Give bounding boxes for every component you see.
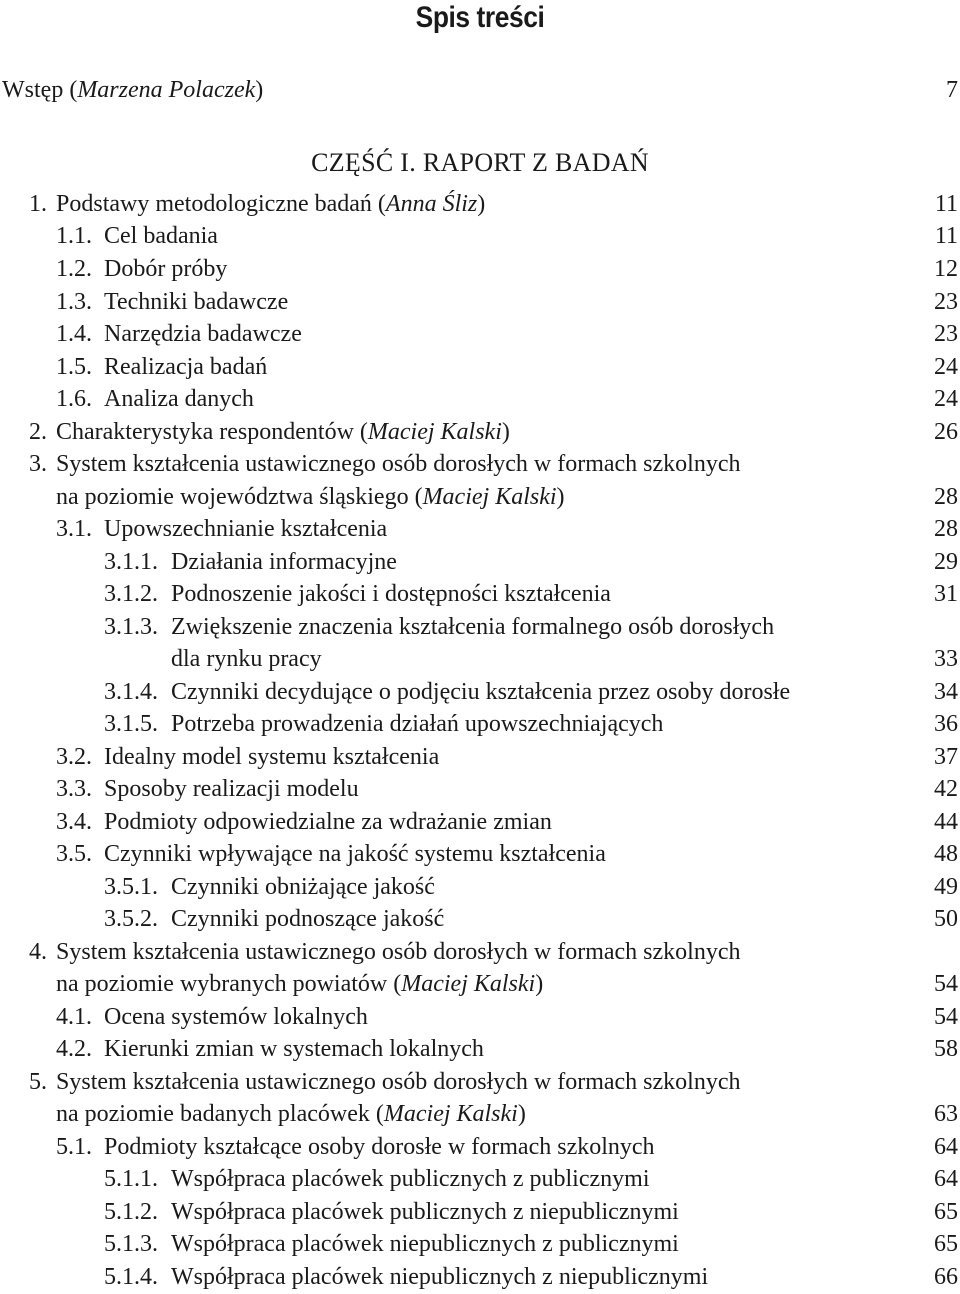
entry-page: 31	[934, 581, 958, 607]
toc-entry	[0, 481, 958, 513]
entry-page: 28	[934, 516, 958, 542]
part-heading: CZĘŚĆ I. RAPORT Z BADAŃ	[311, 148, 649, 177]
entry-title: dla rynku pracy	[171, 646, 322, 672]
entry-title: Współpraca placówek niepublicznych z publicznymi	[171, 1231, 679, 1257]
entry-title: Podnoszenie jakości i dostępności kształcenia	[171, 581, 611, 607]
toc-entry	[0, 871, 958, 903]
entry-page: 65	[934, 1231, 958, 1257]
entry-page: 65	[934, 1199, 958, 1225]
toc-entry	[0, 220, 958, 252]
toc-entry	[0, 1033, 958, 1065]
entry-number: 5.1.4.	[104, 1264, 158, 1290]
entry-author: Maciej Kalski	[383, 1101, 518, 1127]
toc-entry	[0, 318, 958, 350]
entry-title: na poziomie badanych placówek (Maciej Kalski)	[56, 1101, 526, 1127]
entry-page: 11	[934, 191, 958, 217]
entry-title: Wstęp (	[2, 77, 78, 103]
entry-number: 3.1.2.	[104, 581, 158, 607]
entry-title: Czynniki podnoszące jakość	[171, 906, 445, 932]
entry-title: Realizacja badań	[104, 354, 268, 380]
entry-page: 42	[934, 776, 958, 802]
entry-page: 54	[934, 1004, 958, 1030]
entry-page: 66	[934, 1264, 958, 1290]
entry-page: 63	[934, 1101, 958, 1127]
entry-number: 4.2.	[56, 1036, 92, 1062]
toc-entry	[0, 253, 958, 285]
entry-page: 33	[934, 646, 958, 672]
entry-title: na poziomie województwa śląskiego (Maciej Kalski)	[56, 484, 565, 510]
entry-title: Narzędzia badawcze	[104, 321, 302, 347]
entry-title: Ocena systemów lokalnych	[104, 1004, 368, 1030]
toc-entry	[0, 1066, 958, 1098]
entry-number: 5.	[29, 1069, 47, 1095]
toc-entry	[0, 903, 958, 935]
entry-page: 64	[934, 1134, 958, 1160]
entry-page: 58	[934, 1036, 958, 1062]
entry-author: Maciej Kalski	[367, 419, 502, 445]
entry-page: 49	[934, 874, 958, 900]
entry-number: 5.1.3.	[104, 1231, 158, 1257]
entry-number: 1.2.	[56, 256, 92, 282]
toc-entry	[0, 806, 958, 838]
entry-page: 44	[934, 809, 958, 835]
toc-entry	[0, 188, 958, 220]
entry-title: Kierunki zmian w systemach lokalnych	[104, 1036, 484, 1062]
toc-entry	[0, 1261, 958, 1293]
entry-title: System kształcenia ustawicznego osób dorosłych w formach szkolnych	[56, 1069, 741, 1095]
entry-title: System kształcenia ustawicznego osób dorosłych w formach szkolnych	[56, 451, 741, 477]
page-title: Spis treści	[415, 1, 545, 34]
entry-number: 3.5.2.	[104, 906, 158, 932]
toc-entry	[0, 578, 958, 610]
entry-title: Współpraca placówek niepublicznych z niepublicznymi	[171, 1264, 709, 1290]
entry-title: Charakterystyka respondentów (Maciej Kalski)	[56, 419, 510, 445]
toc-entry	[0, 1001, 958, 1033]
entry-title: Czynniki decydujące o podjęciu kształcenia przez osoby dorosłe	[171, 679, 791, 705]
entry-title: Dobór próby	[104, 256, 228, 282]
entry-title-close: )	[255, 77, 264, 103]
entry-number: 3.1.1.	[104, 549, 158, 575]
entry-number: 1.5.	[56, 354, 92, 380]
entry-title: Działania informacyjne	[171, 549, 397, 575]
entry-title: Podmioty odpowiedzialne za wdrażanie zmian	[104, 809, 552, 835]
entry-number: 5.1.1.	[104, 1166, 158, 1192]
toc-entry	[0, 1163, 958, 1195]
entry-title: Podmioty kształcące osoby dorosłe w formach szkolnych	[104, 1134, 655, 1160]
entry-title: Współpraca placówek publicznych z niepublicznymi	[171, 1199, 679, 1225]
toc-entry	[0, 383, 958, 415]
entry-number: 3.2.	[56, 744, 92, 770]
entry-page: 34	[934, 679, 958, 705]
entry-title: Zwiększenie znaczenia kształcenia formalnego osób dorosłych	[171, 614, 775, 640]
entry-number: 3.5.1.	[104, 874, 158, 900]
toc-entry	[0, 838, 958, 870]
entry-number: 4.1.	[56, 1004, 92, 1030]
entry-title: Potrzeba prowadzenia działań upowszechniających	[171, 711, 664, 737]
toc-entry	[0, 708, 958, 740]
entry-page: 26	[934, 419, 958, 445]
entry-page: 23	[934, 321, 958, 347]
entry-number: 1.3.	[56, 289, 92, 315]
toc-entry	[0, 936, 958, 968]
entry-author: Anna Śliz	[385, 191, 478, 217]
toc-entry	[0, 513, 958, 545]
entry-number: 2.	[29, 419, 47, 445]
entry-page: 50	[934, 906, 958, 932]
entry-number: 3.5.	[56, 841, 92, 867]
toc-entry	[0, 741, 958, 773]
entry-number: 3.	[29, 451, 47, 477]
entry-title: Czynniki obniżające jakość	[171, 874, 435, 900]
entry-title: na poziomie wybranych powiatów (Maciej Kalski)	[56, 971, 544, 997]
toc-entry	[0, 1098, 958, 1130]
entry-page: 7	[946, 77, 958, 103]
entry-title: Cel badania	[104, 223, 218, 249]
entry-number: 3.1.3.	[104, 614, 158, 640]
entry-page: 64	[934, 1166, 958, 1192]
entry-number: 1.1.	[56, 223, 92, 249]
entry-title: Analiza danych	[104, 386, 254, 412]
entry-title: System kształcenia ustawicznego osób dorosłych w formach szkolnych	[56, 939, 741, 965]
entry-page: 24	[934, 354, 958, 380]
toc-entry	[0, 676, 958, 708]
entry-number: 3.1.5.	[104, 711, 158, 737]
entry-title: Współpraca placówek publicznych z publicznymi	[171, 1166, 650, 1192]
toc-entry	[0, 448, 958, 480]
toc-entry	[0, 351, 958, 383]
entry-page: 48	[934, 841, 958, 867]
entry-title: Idealny model systemu kształcenia	[104, 744, 440, 770]
entry-page: 36	[934, 711, 958, 737]
entry-page: 23	[934, 289, 958, 315]
toc-entry	[0, 1131, 958, 1163]
entry-title: Podstawy metodologiczne badań (Anna Śliz)	[56, 191, 486, 217]
entry-number: 1.6.	[56, 386, 92, 412]
toc-entry	[0, 1196, 958, 1228]
entry-page: 11	[934, 223, 958, 249]
entry-page: 54	[934, 971, 958, 997]
entry-number: 5.1.	[56, 1134, 92, 1160]
toc-entry	[0, 416, 958, 448]
entry-number: 3.1.4.	[104, 679, 158, 705]
entry-number: 3.1.	[56, 516, 92, 542]
entry-number: 3.4.	[56, 809, 92, 835]
entry-author: Marzena Polaczek	[77, 77, 256, 103]
entry-number: 5.1.2.	[104, 1199, 158, 1225]
toc-entry	[0, 773, 958, 805]
toc-entry	[0, 643, 958, 675]
entry-page: 37	[934, 744, 958, 770]
entry-number: 4.	[29, 939, 47, 965]
toc-entry	[0, 611, 958, 643]
toc-entry	[0, 546, 958, 578]
toc-entry	[0, 968, 958, 1000]
entry-title: Sposoby realizacji modelu	[104, 776, 359, 802]
entry-number: 1.4.	[56, 321, 92, 347]
entry-page: 24	[934, 386, 958, 412]
entry-title: Czynniki wpływające na jakość systemu kształcenia	[104, 841, 606, 867]
entry-number: 1.	[29, 191, 47, 217]
entry-title: Techniki badawcze	[104, 289, 289, 315]
entry-page: 12	[934, 256, 958, 282]
entry-page: 28	[934, 484, 958, 510]
entry-number: 3.3.	[56, 776, 92, 802]
entry-author: Maciej Kalski	[401, 971, 536, 997]
toc-entry	[0, 286, 958, 318]
entry-page: 29	[934, 549, 958, 575]
toc-entry	[0, 1228, 958, 1260]
entry-author: Maciej Kalski	[422, 484, 557, 510]
entry-title: Upowszechnianie kształcenia	[104, 516, 388, 542]
toc-entry-intro	[0, 74, 958, 106]
